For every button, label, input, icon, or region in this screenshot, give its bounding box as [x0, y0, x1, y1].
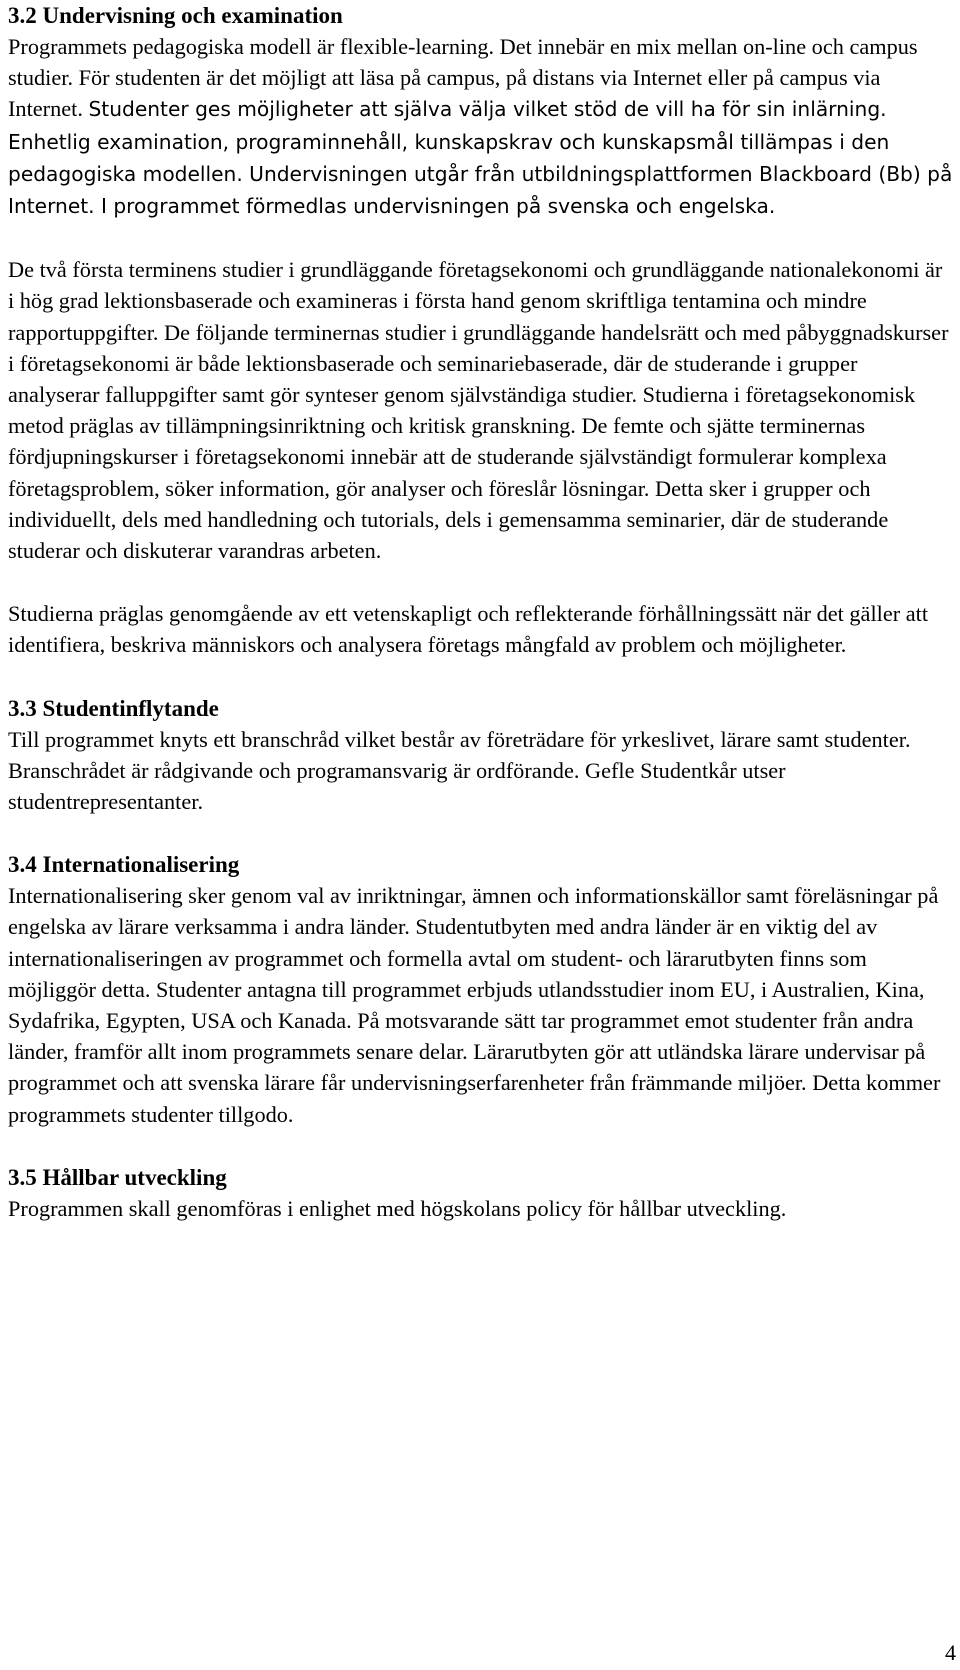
- section-3-2-paragraph-1-part-b: Studenter ges möjligheter att själva välja vilket stöd de vill ha för sin inlärning. Enhetlig examination, programinnehåll, kunskapskrav och kunskapsmål tillämpas i den pedagogiska modellen. Undervisningen utgår från utbildningsplattformen Blackboard (Bb) på Internet. I programmet förmedlas undervisningen på svenska och engelska.: [8, 97, 953, 219]
- paragraph-spacer: [8, 817, 953, 849]
- paragraph-spacer: [8, 1130, 953, 1162]
- section-heading-3-3: 3.3 Studentinflytande: [8, 695, 219, 721]
- section-3-5-paragraph-1: Programmen skall genomföras i enlighet med högskolans policy för hållbar utveckling.: [8, 1195, 787, 1221]
- paragraph-spacer: [8, 661, 953, 693]
- section-heading-3-5: 3.5 Hållbar utveckling: [8, 1164, 227, 1190]
- section-heading-3-4: 3.4 Internationalisering: [8, 852, 240, 878]
- document-page: [8, 0, 953, 1224]
- paragraph-spacer: [8, 222, 953, 254]
- section-3-2-paragraph-1-part-a: Programmets pedagogiska modell är flexible-learning. Det innebär en mix mellan on-line och campus studier. För studenten är det möjligt att läsa på campus, på distans via Internet eller på campus via Internet.: [8, 34, 918, 122]
- section-3-4-paragraph-1: Internationalisering sker genom val av inriktningar, ämnen och informationskällor samt föreläsningar på engelska av lärare verksamma i andra länder. Studentutbyten med andra länder är en viktig del av internationaliseringen av programmet och formella avtal om student- och lärarutbyten finns som möjliggör detta. Studenter antagna till programmet erbjuds utlandsstudier inom EU, i Australien, Kina, Sydafrika, Egypten, USA och Kanada. På motsvarande sätt tar programmet emot studenter från andra länder, framför allt inom programmets senare delar. Lärarutbyten gör att utländska lärare undervisar på programmet och att svenska lärare får undervisningserfarenheter från främmande miljöer. Detta kommer programmets studenter tillgodo.: [8, 883, 941, 1127]
- section-3-2-paragraph-2: De två första terminens studier i grundläggande företagsekonomi och grundläggande nationalekonomi är i hög grad lektionsbaserade och examineras i första hand genom skriftliga tentamina och mindre rapportuppgifter. De följande terminernas studier i grundläggande handelsrätt och med påbyggnadskurser i företagsekonomi är både lektionsbaserade och seminariebaserade, där de studerande i grupper analyserar falluppgifter samt gör synteser genom självständiga studier. Studierna i företagsekonomisk metod präglas av tillämpningsinriktning och kritisk granskning. De femte och sjätte terminernas fördjupningskurser i företagsekonomi innebär att de studerande självständigt formulerar komplexa företagsproblem, söker information, gör analyser och föreslår lösningar. Detta sker i grupper och individuellt, dels med handledning och tutorials, dels i gemensamma seminarier, där de studerande studerar och diskuterar varandras arbeten.: [8, 257, 949, 564]
- section-3-2-paragraph-3: Studierna präglas genomgående av ett vetenskapligt och reflekterande förhållningssätt när det gäller att identifiera, beskriva människors och analysera företags mångfald av problem och möjligheter.: [8, 601, 929, 658]
- section-heading-3-2: 3.2 Undervisning och examination: [8, 3, 343, 28]
- section-3-2-paragraph-1: [8, 31, 953, 222]
- section-3-3-paragraph-1: Till programmet knyts ett branschråd vilket består av företrädare för yrkeslivet, lärare samt studenter. Branschrådet är rådgivande och programansvarig är ordförande. Gefle Studentkår utser studentrepresentanter.: [8, 726, 911, 815]
- paragraph-spacer: [8, 566, 953, 598]
- page-number: 4: [945, 1640, 956, 1665]
